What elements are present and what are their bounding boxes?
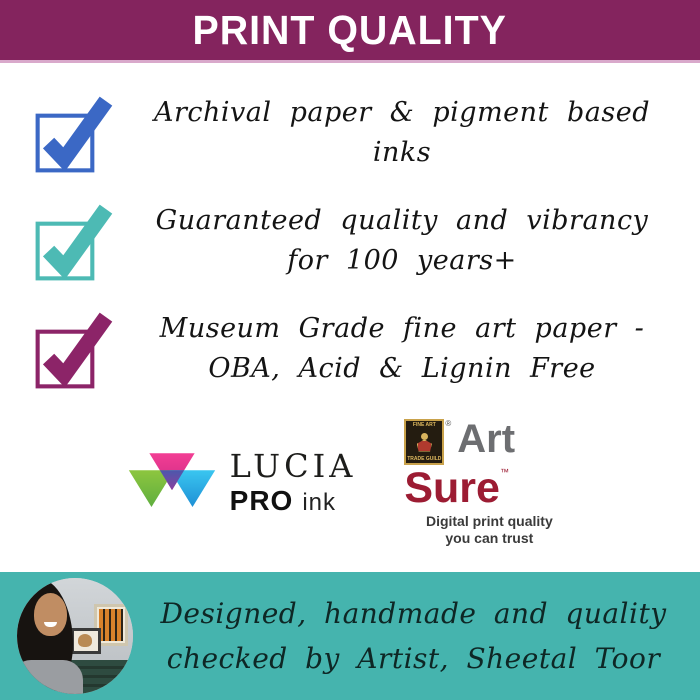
checklist-row-guarantee — [0, 197, 700, 285]
checklist-line: for 100 years+ — [287, 245, 517, 276]
page-title: PRINT QUALITY — [192, 6, 508, 53]
lucia-pro-ink-logo — [126, 449, 357, 517]
lucia-wordmark — [230, 449, 357, 517]
tagline-line-2: you can trust — [445, 530, 534, 546]
credit-line-2: checked by Artist, Sheetal Toor — [166, 642, 661, 675]
badge-figure-head — [421, 433, 428, 440]
lucia-ink-label: ink — [302, 489, 337, 516]
lucia-pro-label: PRO — [229, 485, 294, 516]
checklist-text — [116, 201, 700, 281]
lucia-triangles-icon — [126, 450, 218, 516]
checkbox-checked-icon — [34, 198, 116, 284]
art-sure-top — [404, 419, 574, 465]
dog-artwork — [71, 628, 101, 654]
lucia-subline — [230, 485, 357, 517]
artist-avatar — [17, 578, 133, 694]
registered-mark: ® — [445, 419, 452, 428]
artist-footer — [0, 572, 700, 700]
art-sure-tagline — [404, 513, 574, 547]
checkbox-checked-icon — [34, 90, 116, 176]
sure-word: Sure — [404, 464, 500, 512]
logos-row — [0, 419, 700, 547]
artist-credit — [133, 591, 700, 681]
badge-top-text: FINE ART — [412, 422, 436, 428]
artist-shirt — [17, 660, 83, 694]
lucia-name: LUCIA — [229, 447, 357, 485]
credit-line-1: Designed, handmade and quality — [160, 597, 667, 630]
checkbox-checked-icon — [34, 306, 116, 392]
checklist-section — [0, 63, 700, 547]
checklist-text — [116, 93, 700, 173]
badge-bottom-text: TRADE GUILD — [407, 456, 442, 462]
badge-figure-body — [417, 440, 432, 452]
art-sure-logo — [404, 419, 574, 547]
artist-face — [34, 593, 67, 636]
fine-art-trade-guild-badge-icon — [404, 419, 444, 465]
header-banner — [0, 0, 700, 63]
checklist-line: Museum Grade fine art paper - — [159, 313, 645, 344]
checklist-line: Archival paper & pigment based inks — [154, 97, 650, 168]
checklist-line: OBA, Acid & Lignin Free — [208, 353, 596, 384]
checklist-row-museum-grade — [0, 305, 700, 393]
checklist-text — [116, 309, 700, 389]
checklist-line: Guaranteed quality and vibrancy — [155, 205, 649, 236]
checklist-row-archival — [0, 89, 700, 177]
sure-line — [404, 464, 574, 512]
art-word: Art — [457, 417, 516, 461]
trademark-mark: ™ — [499, 467, 509, 477]
tagline-line-1: Digital print quality — [425, 513, 553, 529]
badge-figure-icon — [406, 433, 442, 452]
